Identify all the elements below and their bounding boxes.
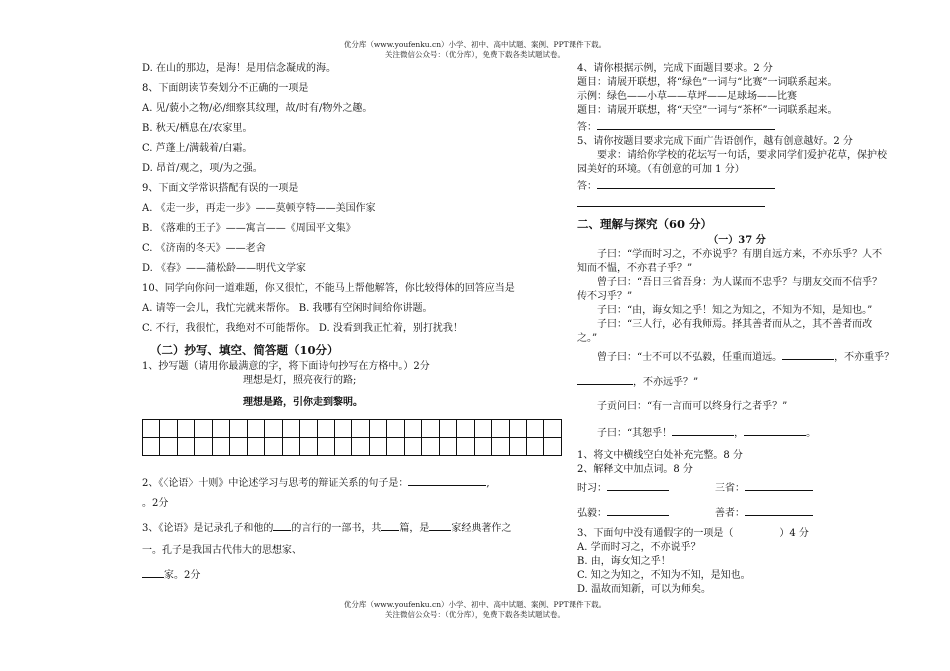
grid-row: [143, 438, 562, 456]
word-label-4: 善者：: [715, 508, 745, 519]
s2-q2: 2、《〈论语〉十则》中论述学习与思考的辩证关系的句子是： ,: [142, 474, 562, 491]
s2-q1-verse-1: 理想是灯，照亮夜行的路;: [243, 375, 357, 386]
s2-q3-line-1: [142, 519, 562, 536]
passage-para-5-cont: [577, 373, 897, 390]
s2-q3-part-6: 家。2分: [164, 570, 201, 581]
passage-para-5-part-2: ，不亦重乎？: [834, 352, 895, 363]
q5-answer-line-2[interactable]: [577, 206, 765, 207]
s2-q1-verse-2: 理想是路，引你走到黎明。: [243, 397, 363, 408]
passage-para-5: [577, 348, 897, 365]
qs-q3-option-d: D. 温故而知新，可以为师矣。: [577, 584, 712, 595]
footer-line-2: 关注微信公众号：（优分库），免费下载各类试题试卷。: [385, 610, 565, 619]
s2-q2-tail: 。2分: [142, 498, 169, 509]
passage-para-7-part-2: ，: [734, 428, 745, 439]
passage-blank-4[interactable]: [744, 424, 806, 436]
word-blank-4[interactable]: [745, 504, 813, 516]
qs-q1: 1、将文中横线空白处补充完整。8 分: [577, 450, 743, 461]
q8-option-a: A. 见/藐小之物/必/细察其纹理，故/时有/物外之趣。: [142, 103, 373, 114]
s2-q2-blank[interactable]: [408, 474, 486, 486]
q9-option-c: C. 《济南的冬天》——老舍: [142, 243, 266, 254]
q4-line-3: 题目：请展开联想，将“天空”一词与“茶杯”一词联系起来。: [577, 105, 838, 116]
passage-para-3: 子曰：“由，诲女知之乎！知之为知之，不知为不知，是知也。”: [597, 305, 873, 316]
s2-q3-part-3: 篇，是: [399, 523, 430, 534]
passage-para-5-part-1: 曾子曰：“士不可以不弘毅，任重而道远。: [597, 352, 783, 363]
qs-q3: [577, 527, 897, 541]
q4-stem: 4、请你根据示例，完成下面题目要求。2 分: [577, 63, 773, 74]
grid-row: [143, 420, 562, 438]
part-2-title: 二、理解与探究（60 分）: [577, 217, 713, 231]
word-label-1: 时习：: [577, 483, 607, 494]
word-label-3: 弘毅：: [577, 508, 607, 519]
q4-line-1: 题目：请展开联想，将“绿色”一词与“比赛”一词联系起来。: [577, 77, 838, 88]
s2-q3-part-1: 3、《论语》是记录孔子和他的: [142, 523, 274, 534]
qs-q2: 2、解释文中加点词。8 分: [577, 464, 693, 475]
passage-para-7-part-1: 子曰：“其恕乎！: [597, 428, 673, 439]
q8-option-c: C. 芦蓬上/满载着/白霜。: [142, 143, 253, 154]
q5-requirement: 要求：请给你学校的花坛写一句话，要求同学们爱护花草，保护校园美好的环境。（有创意的可加 1 分）: [577, 150, 887, 175]
header-line-1: 优分库（www.youfenku.cn）小学、初中、高中试题、案例、PPT课件下载。: [343, 40, 607, 49]
q8-option-d: D. 昂首/观之，项/为之强。: [142, 163, 263, 174]
word-label-2: 三省：: [715, 483, 745, 494]
page-header: [0, 40, 950, 60]
qs-words-row-2: [577, 504, 897, 521]
passage-para-4: 子曰：“三人行，必有我师焉。择其善者而从之，其不善者而改之。”: [577, 319, 873, 344]
q7-option-d: D. 在山的那边，是海！是用信念凝成的海。: [142, 63, 337, 74]
passage-para-1: 子曰：“学而时习之，不亦说乎？有朋自远方来，不亦乐乎？人不知而不愠，不亦君子乎？”: [577, 249, 883, 274]
q9-option-a: A. 《走一步，再走一步》——莫顿亨特——美国作家: [142, 203, 376, 214]
footer-line-1: 优分库（www.youfenku.cn）小学、初中、高中试题、案例、PPT课件下载。: [343, 600, 607, 609]
page-footer: [0, 600, 950, 620]
s2-q3-blank-4[interactable]: [142, 566, 164, 578]
word-blank-1[interactable]: [607, 479, 669, 491]
q10-stem: 10、同学向你问一道难题，你又很忙，不能马上帮他解答，你比较得体的回答应当是: [142, 283, 515, 294]
q10-options-ab: A. 请等一会儿，我忙完就来帮你。 B. 我哪有空闲时间给你讲题。: [142, 303, 433, 314]
q5-answer: [577, 177, 897, 194]
passage-para-6: 子贡问曰：“有一言而可以终身行之者乎？”: [597, 401, 788, 412]
s2-q3-blank-1[interactable]: [273, 519, 291, 531]
passage-blank-2[interactable]: [577, 373, 633, 385]
s2-q3-line-3: [142, 566, 562, 583]
passage-para-5-part-3: ，不亦远乎？”: [633, 377, 699, 388]
s2-q2-text: 2、《〈论语〉十则》中论述学习与思考的辩证关系的句子是：: [142, 478, 409, 489]
q5-answer-label: 答：: [577, 181, 597, 192]
s2-q3-blank-2[interactable]: [381, 519, 399, 531]
section-2-title: （二）抄写、填空、简答题（10分）: [150, 343, 339, 357]
qs-q3-stem: 3、下面句中没有通假字的一项是（: [577, 528, 734, 539]
s2-q3-blank-3[interactable]: [429, 519, 451, 531]
s2-q3-part-2: 的言行的一部书，共: [291, 523, 382, 534]
qs-q3-option-b: B. 由，诲女知之乎！: [577, 556, 671, 567]
s2-q3-part-5: 一。孔子是我国古代伟大的思想家、: [142, 545, 302, 556]
q8-option-b: B. 秋天/栖息在/农家里。: [142, 123, 253, 134]
q9-stem: 9、下面文学常识搭配有误的一项是: [142, 183, 299, 194]
passage-para-7: 子曰：“其恕乎！ ， 。: [577, 424, 897, 441]
right-column: [577, 62, 897, 597]
q4-example: 示例：绿色——小草——草坪——足球场——比赛: [577, 91, 797, 102]
q5-stem: 5、请你按题目要求完成下面广告语创作，越有创意越好。2 分: [577, 136, 853, 147]
q9-option-d: D. 《春》——蒲松龄——明代文学家: [142, 263, 307, 274]
subsection-1-title: （一）37 分: [708, 235, 766, 246]
header-line-2: 关注微信公众号：（优分库），免费下载各类试题试卷。: [385, 50, 565, 59]
q9-option-b: B. 《落难的王子》——寓言——《周国平文集》: [142, 223, 356, 234]
q4-answer: [577, 118, 897, 135]
q10-options-cd: C. 不行，我很忙，我绝对不可能帮你。 D. 没看到我正忙着，别打扰我！: [142, 323, 463, 334]
passage-blank-1[interactable]: [782, 348, 834, 360]
qs-q3-tail: ）4 分: [779, 528, 809, 539]
passage-para-2: 曾子曰：“吾日三省吾身：为人谋而不忠乎？与朋友交而不信乎？传不习乎？”: [577, 277, 883, 302]
q5-answer-blank[interactable]: [597, 177, 775, 189]
qs-q3-option-c: C. 知之为知之，不知为不知，是知也。: [577, 570, 751, 581]
q4-answer-blank[interactable]: [597, 118, 775, 130]
q4-answer-label: 答：: [577, 122, 597, 133]
passage-blank-3[interactable]: [672, 424, 734, 436]
qs-q3-option-a: A. 学而时习之，不亦说乎？: [577, 542, 701, 553]
writing-grid[interactable]: [142, 419, 562, 456]
q8-stem: 8、下面朗读节奏划分不正确的一项是: [142, 83, 309, 94]
qs-words-row-1: [577, 479, 897, 496]
left-column: [142, 62, 562, 583]
s2-q3-part-4: 家经典著作之: [451, 523, 512, 534]
word-blank-3[interactable]: [607, 504, 669, 516]
word-blank-2[interactable]: [745, 479, 813, 491]
s2-q1-stem: 1、抄写题（请用你最满意的字，将下面诗句抄写在方格中。）2分: [142, 361, 430, 372]
